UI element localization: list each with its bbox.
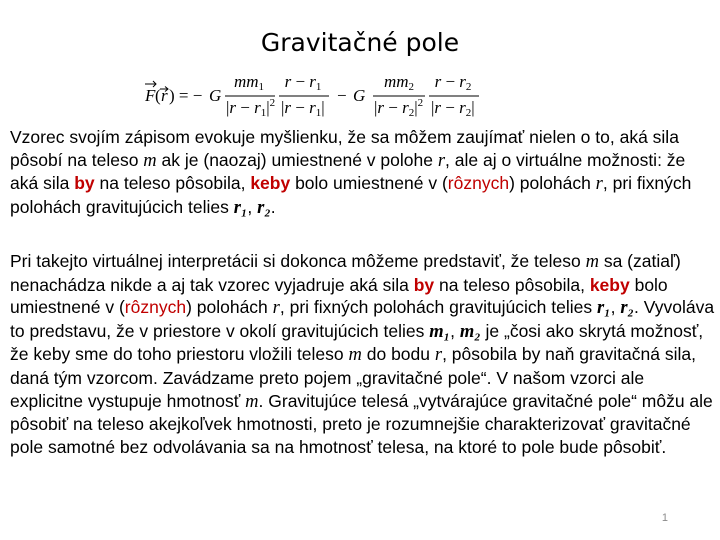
svg-text:mm1: mm1: [233, 72, 265, 93]
gravity-formula: [143, 70, 573, 122]
svg-text:) = −: ) = −: [169, 86, 203, 105]
emph-by: by: [74, 173, 95, 194]
svg-text:G: G: [353, 86, 366, 105]
svg-text:mm2: mm2: [383, 72, 415, 93]
svg-text:|r − r1|2: $|r - r1|^2$: [226, 97, 276, 119]
svg-text:r: r: [161, 86, 168, 105]
formula-lhs: F: [145, 86, 156, 105]
slide-title: Gravitačné pole: [260, 28, 460, 57]
svg-text:r − r1: r − r1: [284, 72, 322, 93]
svg-text:(: (: [155, 86, 161, 105]
emph-keby: keby: [589, 274, 630, 295]
emph-keby: keby: [250, 173, 291, 194]
svg-text:|r − r2|2: $|r - r2|^2$: [374, 97, 424, 119]
emph-roznych: rôznych: [447, 173, 510, 194]
svg-text:|r − r2|: |r − r2|: [431, 98, 475, 119]
paragraph-1: Vzorec svojím zápisom evokuje myšlienku, že sa môžem zaujímať nielen o to, aká sila pôsobí na teleso m ak je (naozaj) umiestnené v polohe r, ale aj o virtuálne možnosti: že aká sila by na teleso pôsobila, keby bolo umiestnené v (rôznych) polohách r, pri fixných polohách gravitujúcich telies r₁, r₂.: [10, 127, 692, 218]
paragraph-2: Pri takejto virtuálnej interpretácii si dokonca môžeme predstaviť, že teleso m sa (zatiaľ) nenachádza nikde a aj tak vzorec vyjadruje aká sila by na teleso pôsobila, keby bolo umiestnené v (rôznych) polohách r, pri fixných polohách gravitujúcich telies r₁, r₂. Vyvoláva to predstavu, že v priestore v okolí gravitujúcich telies m₁, m₂ je „čosi ako skrytá možnosť, že keby sme do toho priestoru vložili teleso m do bodu r, pôsobila by naň gravitačná sila, daná tým vzorcom. Zavádzame preto pojem „gravitačné pole“. V našom vzorci ale explicitne vystupuje hmotnosť m. Gravitujúce telesá „vytvárajúce gravitačné pole“ môžu ale pôsobiť na teleso akejkoľvek hmotnosti, preto je rozumnejšie charakterizovať gravitačné pole samotné bez odvolávania sa na hmotnosť telesa, na ktoré to pole bude pôsobiť.: [10, 251, 715, 457]
page-number: 1: [661, 512, 668, 524]
svg-text:−: −: [337, 86, 347, 105]
emph-roznych: rôznych: [124, 297, 187, 318]
emph-by: by: [413, 274, 435, 295]
svg-text:G: G: [209, 86, 222, 105]
svg-text:|r − r1|: |r − r1|: [281, 98, 325, 119]
svg-text:r − r2: r − r2: [434, 72, 472, 93]
